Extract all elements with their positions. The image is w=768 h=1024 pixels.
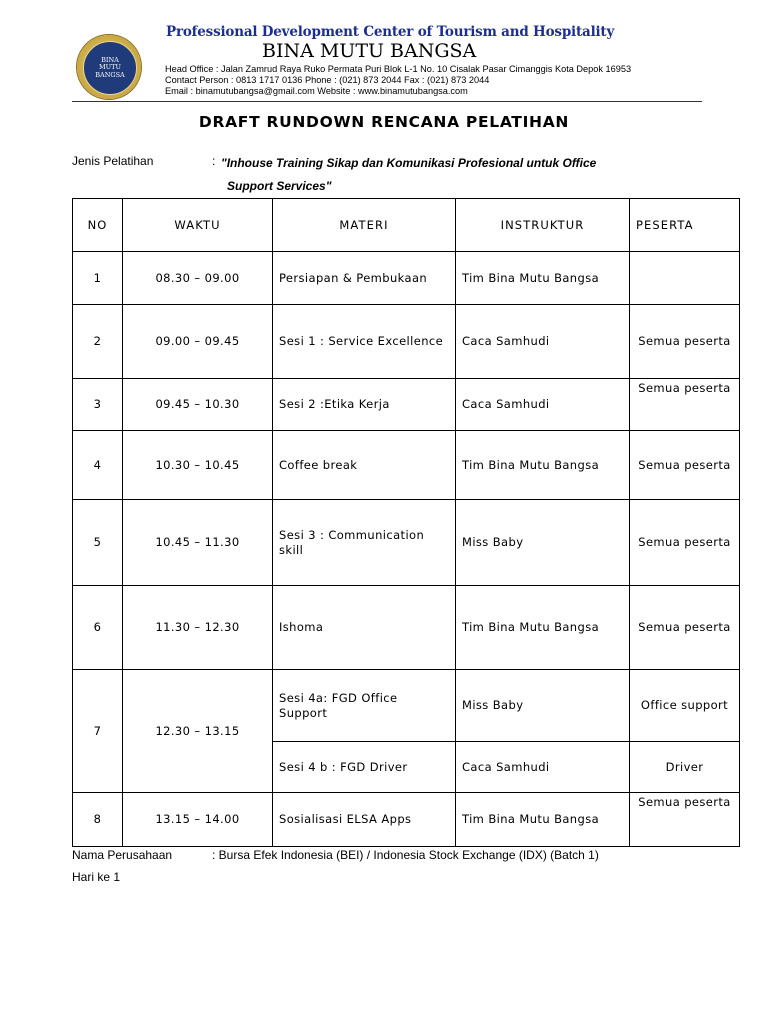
cell-no: 2 <box>73 305 123 379</box>
training-title-line-2: Support Services" <box>227 179 332 193</box>
nama-perusahaan-value: : Bursa Efek Indonesia (BEI) / Indonesia Stock Exchange (IDX) (Batch 1) <box>212 848 599 862</box>
cell-waktu: 09.45 – 10.30 <box>123 379 273 431</box>
letterhead-divider <box>72 101 702 102</box>
table-row <box>73 500 740 586</box>
training-title-line-1: "Inhouse Training Sikap dan Komunikasi Profesional untuk Office <box>221 156 597 170</box>
cell-materi: Sesi 4a: FGD Office Support <box>273 670 456 742</box>
cell-instruktur: Tim Bina Mutu Bangsa <box>456 586 630 670</box>
header-peserta: PESERTA <box>630 199 740 252</box>
training-title <box>212 152 652 198</box>
cell-peserta: Semua peserta <box>630 305 740 379</box>
cell-materi: Sesi 2 :Etika Kerja <box>273 379 456 431</box>
cell-no: 3 <box>73 379 123 431</box>
contact-info: Contact Person : 0813 1717 0136 Phone : (021) 873 2044 Fax : (021) 873 2044 <box>165 75 490 85</box>
cell-instruktur: Miss Baby <box>456 670 630 742</box>
cell-materi: Sesi 1 : Service Excellence <box>273 305 456 379</box>
organization-tagline: Professional Development Center of Tourism and Hospitality <box>166 24 615 40</box>
table-row <box>73 379 740 431</box>
head-office-address: Head Office : Jalan Zamrud Raya Ruko Permata Puri Blok L-1 No. 10 Cisalak Pasar Cimanggis Kota Depok 16953 <box>165 64 632 74</box>
cell-materi: Ishoma <box>273 586 456 670</box>
rundown-table <box>72 198 740 847</box>
cell-no: 1 <box>73 252 123 305</box>
email-website: Email : binamutubangsa@gmail.com Website : www.binamutubangsa.com <box>165 86 468 96</box>
cell-no: 7 <box>73 670 123 793</box>
header-materi: MATERI <box>273 199 456 252</box>
jenis-colon: : <box>212 154 216 168</box>
cell-instruktur: Tim Bina Mutu Bangsa <box>456 252 630 305</box>
header-waktu: WAKTU <box>123 199 273 252</box>
cell-materi: Sesi 4 b : FGD Driver <box>273 742 456 793</box>
logo-text-3: BANGSA <box>95 70 125 79</box>
cell-waktu: 09.00 – 09.45 <box>123 305 273 379</box>
logo-emblem <box>83 41 137 95</box>
cell-peserta: Semua peserta <box>630 793 740 847</box>
table-row <box>73 252 740 305</box>
cell-no: 6 <box>73 586 123 670</box>
table-header-row <box>73 199 740 252</box>
cell-peserta: Office support <box>630 670 740 742</box>
cell-waktu: 13.15 – 14.00 <box>123 793 273 847</box>
cell-instruktur: Caca Samhudi <box>456 379 630 431</box>
table-row <box>73 670 740 742</box>
table-row <box>73 586 740 670</box>
organization-name: BINA MUTU BANGSA <box>262 40 477 62</box>
cell-no: 4 <box>73 431 123 500</box>
cell-peserta: Semua peserta <box>630 500 740 586</box>
logo-text-2: MUTU <box>99 63 121 72</box>
cell-materi: Sesi 3 : Communication skill <box>273 500 456 586</box>
document-title: DRAFT RUNDOWN RENCANA PELATIHAN <box>198 113 570 131</box>
cell-waktu: 08.30 – 09.00 <box>123 252 273 305</box>
table-row <box>73 793 740 847</box>
organization-logo <box>77 35 141 99</box>
cell-waktu: 10.45 – 11.30 <box>123 500 273 586</box>
cell-instruktur: Caca Samhudi <box>456 742 630 793</box>
cell-instruktur: Tim Bina Mutu Bangsa <box>456 793 630 847</box>
table-row <box>73 431 740 500</box>
nama-perusahaan-label: Nama Perusahaan <box>72 848 173 862</box>
logo-text-1: BINA <box>101 55 119 64</box>
cell-instruktur: Miss Baby <box>456 500 630 586</box>
cell-waktu: 11.30 – 12.30 <box>123 586 273 670</box>
cell-no: 8 <box>73 793 123 847</box>
cell-peserta: Semua peserta <box>630 586 740 670</box>
table-row <box>73 305 740 379</box>
cell-no: 5 <box>73 500 123 586</box>
jenis-pelatihan-label: Jenis Pelatihan <box>72 154 154 168</box>
header-instruktur: INSTRUKTUR <box>456 199 630 252</box>
cell-materi: Sosialisasi ELSA Apps <box>273 793 456 847</box>
cell-peserta: Semua peserta <box>630 379 740 431</box>
cell-materi: Persiapan & Pembukaan <box>273 252 456 305</box>
hari-ke: Hari ke 1 <box>72 870 121 884</box>
cell-instruktur: Caca Samhudi <box>456 305 630 379</box>
cell-materi: Coffee break <box>273 431 456 500</box>
cell-waktu: 10.30 – 10.45 <box>123 431 273 500</box>
header-no: NO <box>73 199 123 252</box>
cell-peserta: Semua peserta <box>630 431 740 500</box>
cell-peserta: Driver <box>630 742 740 793</box>
cell-waktu: 12.30 – 13.15 <box>123 670 273 793</box>
cell-peserta <box>630 252 740 305</box>
cell-instruktur: Tim Bina Mutu Bangsa <box>456 431 630 500</box>
